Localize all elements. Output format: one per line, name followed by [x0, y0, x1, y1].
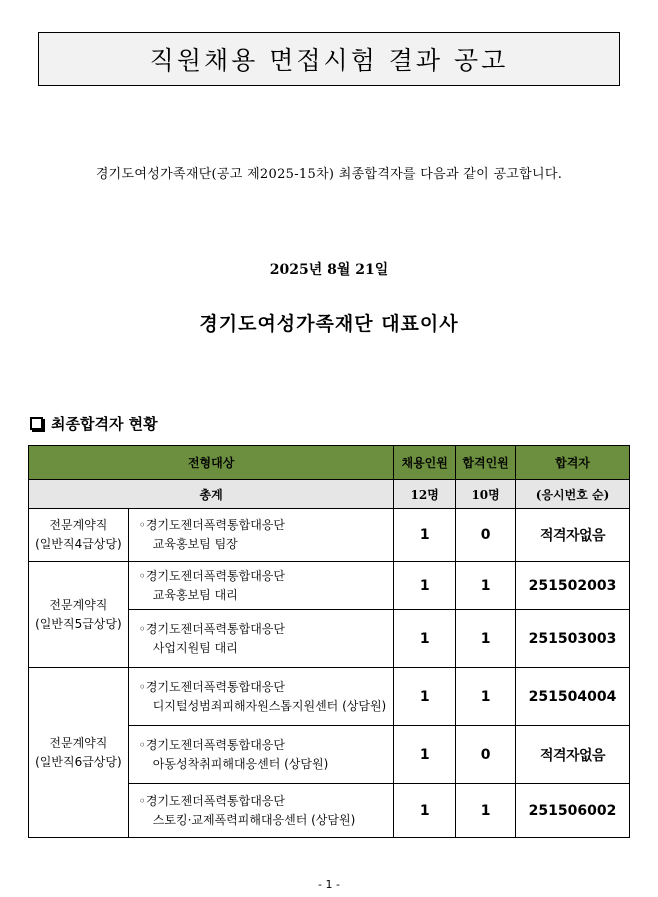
table-row — [29, 509, 630, 562]
hire-count-cell: 1 — [394, 726, 456, 784]
results-table — [28, 445, 630, 838]
position-cell — [128, 509, 393, 562]
position-line1: ◦경기도젠더폭력통합대응단 — [138, 621, 285, 636]
position-line1: ◦경기도젠더폭력통합대응단 — [138, 518, 285, 532]
org-signature: 경기도여성가족재단 대표이사 — [199, 313, 459, 335]
hire-count-cell: 1 — [394, 668, 456, 726]
pass-count-cell: 1 — [456, 562, 516, 610]
category-line1: 전문계약직 — [49, 735, 108, 750]
position-line2: 디지털성범죄피해자원스톱지원센터 (상담원) — [152, 698, 387, 713]
header-hire-count: 채용인원 — [394, 446, 456, 480]
position-cell — [128, 784, 393, 838]
header-passers: 합격자 — [516, 446, 630, 480]
table-total-row — [29, 480, 630, 509]
header-target: 전형대상 — [29, 446, 394, 480]
position-line1: ◦경기도젠더폭력통합대응단 — [138, 679, 285, 694]
result-cell: 적격자없음 — [516, 726, 630, 784]
result-cell: 251503003 — [516, 610, 630, 668]
total-label: 총계 — [29, 480, 394, 509]
table-header-row — [29, 446, 630, 480]
position-line2: 교육홍보팀 대리 — [152, 587, 238, 602]
result-cell: 251504004 — [516, 668, 630, 726]
position-line1: ◦경기도젠더폭력통합대응단 — [138, 793, 285, 808]
position-line2: 교육홍보팀 팀장 — [152, 537, 238, 551]
table-row — [29, 562, 630, 610]
position-line1: ◦경기도젠더폭력통합대응단 — [138, 737, 285, 752]
position-cell — [128, 610, 393, 668]
pass-count-cell: 0 — [456, 509, 516, 562]
page-title: 직원채용 면접시험 결과 공고 — [38, 32, 620, 86]
position-cell — [128, 668, 393, 726]
header-pass-count: 합격인원 — [456, 446, 516, 480]
hire-count-cell: 1 — [394, 509, 456, 562]
section-heading — [30, 413, 158, 434]
total-pass-count: 10명 — [456, 480, 516, 509]
page-number: - 1 - — [318, 878, 340, 891]
position-line2: 스토킹·교제폭력피해대응센터 (상담원) — [152, 812, 356, 827]
total-note: (응시번호 순) — [516, 480, 630, 509]
position-line2: 아동성착취피해대응센터 (상담원) — [152, 756, 329, 771]
category-cell — [29, 562, 129, 668]
category-cell — [29, 668, 129, 838]
announcement-date: 2025년 8월 21일 — [269, 262, 389, 278]
pass-count-cell: 0 — [456, 726, 516, 784]
position-cell — [128, 562, 393, 610]
section-title: 최종합격자 현황 — [51, 415, 158, 433]
category-line2: (일반직5급상당) — [35, 616, 122, 631]
position-line2: 사업지원팀 대리 — [152, 640, 238, 655]
position-line1: ◦경기도젠더폭력통합대응단 — [138, 568, 285, 583]
category-line2: (일반직6급상당) — [35, 754, 122, 769]
intro-text: 경기도여성가족재단(공고 제2025-15차) 최종합격자를 다음과 같이 공고합니다. — [95, 167, 563, 182]
category-line1: 전문계약직 — [49, 518, 108, 532]
checkbox-bullet-icon — [30, 417, 43, 430]
hire-count-cell: 1 — [394, 562, 456, 610]
category-cell — [29, 509, 129, 562]
total-hire-count: 12명 — [394, 480, 456, 509]
result-cell: 251502003 — [516, 562, 630, 610]
result-cell: 251506002 — [516, 784, 630, 838]
table-row — [29, 668, 630, 726]
hire-count-cell: 1 — [394, 610, 456, 668]
pass-count-cell: 1 — [456, 610, 516, 668]
result-cell: 적격자없음 — [516, 509, 630, 562]
category-line1: 전문계약직 — [49, 597, 108, 612]
category-line2: (일반직4급상당) — [35, 537, 122, 551]
pass-count-cell: 1 — [456, 668, 516, 726]
hire-count-cell: 1 — [394, 784, 456, 838]
position-cell — [128, 726, 393, 784]
pass-count-cell: 1 — [456, 784, 516, 838]
